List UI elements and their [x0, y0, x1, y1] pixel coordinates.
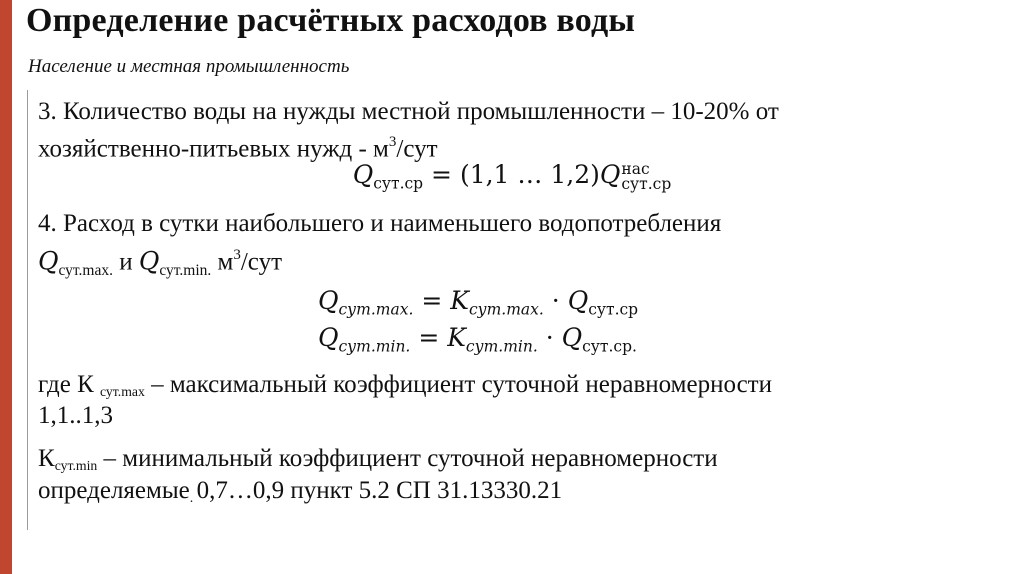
item3-unit-end: /сут — [396, 135, 438, 163]
def-min-line2-b: . — [189, 490, 197, 506]
def-min-line2 — [38, 475, 562, 513]
item3-line2 — [38, 127, 438, 165]
formula1-rhs-supsub — [621, 159, 672, 193]
def-max-sub: сут.max — [100, 384, 145, 400]
formula3-q2: Q — [561, 323, 583, 352]
def-max-line1 — [38, 369, 772, 407]
formula-avg-industry — [0, 160, 1024, 192]
formula2-eq: = — [413, 286, 451, 315]
def-max-prefix: где К — [38, 371, 100, 398]
formula2-k: K — [450, 286, 469, 315]
formula3-sub-min: сут.min. — [338, 337, 411, 356]
def-max-range: 1,1..1,3 — [38, 402, 113, 429]
formula1-rhs-var: Q — [599, 160, 621, 189]
item4-sub-min: сут.min. — [159, 261, 212, 279]
formula-max-daily — [318, 286, 638, 318]
formula2-q2: Q — [567, 286, 589, 315]
def-min-sub: сут.min — [54, 458, 98, 474]
item4-sub-max: сут.max. — [58, 261, 113, 279]
formula1-rhs-sup: нас — [621, 159, 650, 178]
def-min-line2-c: 0,7…0,9 пункт 5.2 СП 31.13330.21 — [196, 477, 563, 504]
item4-q-min: Q — [138, 246, 160, 276]
formula2-dot: · — [543, 286, 568, 315]
formula3-dot: · — [537, 323, 562, 352]
formula2-sub-max: сут.max. — [338, 300, 414, 319]
slide-subtitle: Население и местная промышленность — [28, 56, 350, 77]
item3-line1: 3. Количество воды на нужды местной промышленности – 10-20% от — [38, 98, 779, 125]
item4-line2 — [38, 240, 282, 286]
formula1-lhs-var: Q — [352, 160, 374, 189]
formula2-k-sub: сут.max. — [468, 300, 544, 319]
formula1-rhs: = (1,1 … 1,2) — [423, 160, 600, 189]
item3-unit-sup: 3 — [388, 134, 397, 150]
formula1-rhs-sub: сут.ср — [621, 174, 672, 193]
content-border — [27, 90, 28, 530]
def-max-text: – максимальный коэффициент суточной неравномерности — [144, 371, 772, 398]
item4-unit: м — [211, 248, 234, 276]
item3-line2-text: хозяйственно-питьевых нужд - м — [38, 135, 389, 163]
slide-title: Определение расчётных расходов воды — [26, 2, 636, 39]
formula3-k: K — [447, 323, 466, 352]
formula1-lhs-sub: сут.ср — [373, 174, 424, 193]
item4-unit-end: /сут — [240, 248, 282, 276]
item4-line1: 4. Расход в сутки наибольшего и наименьшего водопотребления — [38, 210, 722, 237]
def-min-prefix: К — [38, 445, 55, 472]
item4-unit-sup: 3 — [233, 247, 241, 263]
def-min-line2-a: определяемые — [38, 477, 190, 504]
formula3-sub-avg: сут.ср. — [582, 337, 637, 356]
formula3-k-sub: сут.min. — [465, 337, 538, 356]
accent-bar — [0, 0, 12, 574]
def-min-text: – минимальный коэффициент суточной неравномерности — [97, 445, 718, 472]
item4-and: и — [112, 248, 139, 276]
formula3-eq: = — [410, 323, 448, 352]
formula-min-daily — [318, 323, 637, 355]
item4-q-max: Q — [38, 246, 59, 276]
formula3-q: Q — [318, 323, 339, 352]
formula2-sub-avg: сут.ср — [588, 300, 639, 319]
formula2-q: Q — [318, 286, 339, 315]
